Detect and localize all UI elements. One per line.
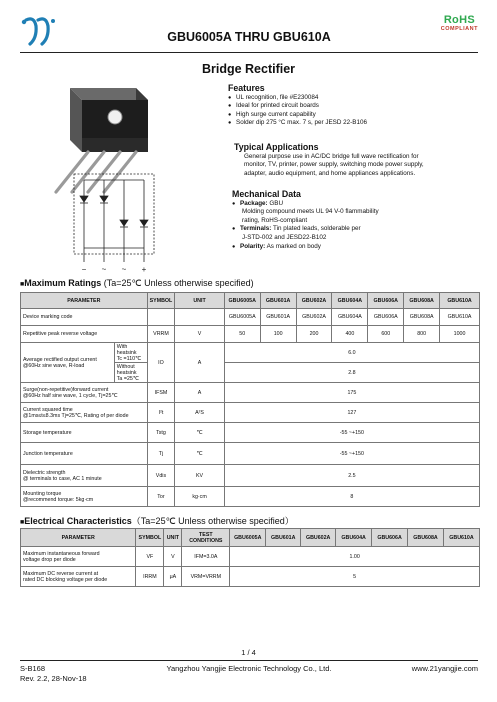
electrical-title [20, 514, 294, 527]
row-symbol: VF [136, 547, 164, 567]
applications-line: General purpose use in AC/DC bridge full wave rectification for [244, 152, 419, 160]
row-condition-line: Ta =25℃ [116, 375, 139, 382]
row-unit: A [175, 383, 224, 403]
max-ratings-heading: Maximum Ratings [24, 278, 102, 288]
col-header: GBU604A [336, 529, 372, 547]
table-header-row [21, 293, 480, 309]
vrrm-value: 600 [368, 326, 404, 343]
marking-code: GBU6005A [224, 309, 260, 326]
row-param-line: Surge(non-repetitive)forward current [23, 386, 109, 393]
marking-code: GBU601A [260, 309, 296, 326]
feature-item: ● Ideal for printed circuit boards [228, 102, 488, 111]
package-body-icon [70, 88, 148, 152]
row-param: Device marking code [21, 309, 148, 326]
max-ratings-table [20, 292, 480, 507]
table-row [21, 383, 480, 403]
marking-code: GBU602A [296, 309, 332, 326]
col-header: SYMBOL [147, 293, 175, 309]
row-param-line: @ terminals to case, AC 1 minute [23, 475, 102, 482]
vrrm-value: 50 [224, 326, 260, 343]
table-row [21, 443, 480, 465]
row-param [21, 547, 136, 567]
col-header: GBU6005A [224, 293, 260, 309]
revision: Rev. 2.2, 28-Nov-18 [20, 674, 87, 683]
electrical-table [20, 528, 480, 587]
electrical-square: ■ [20, 519, 25, 526]
col-header: GBU606A [368, 293, 404, 309]
row-param-line: Maximum DC reverse current at [23, 570, 99, 577]
col-header: UNIT [164, 529, 182, 547]
vdis-value: 2.5 [224, 465, 479, 487]
max-ratings-title [20, 278, 254, 289]
col-header: GBU608A [408, 529, 444, 547]
feature-item: ● Solder dip 275 °C max. 7 s, per JESD 22-B106 [228, 119, 488, 128]
row-symbol: I²t [147, 403, 175, 423]
io-value-no-heatsink: 2.8 [224, 363, 479, 383]
col-header: GBU601A [260, 293, 296, 309]
row-param: Repetitive peak reverse voltage [21, 326, 148, 343]
tor-value: 8 [224, 487, 479, 507]
i2t-value: 127 [224, 403, 479, 423]
pin-label-ac1: ~ [101, 265, 107, 274]
mech-polarity-value: As marked on body [266, 242, 321, 250]
table-row [21, 423, 480, 443]
col-header: TEST CONDITIONS [182, 529, 230, 547]
row-symbol: IRRM [136, 567, 164, 587]
mech-terminals-line: J-STD-002 and JESD22-B102 [242, 233, 327, 241]
page-header [20, 14, 478, 54]
row-condition-line: With heatsink [116, 343, 137, 356]
row-param-line: @60Hz half sine wave, 1 cycle, Tj=25℃ [23, 392, 118, 399]
feature-item: ● High surge current capability [228, 111, 488, 120]
row-param-line: Maximum instantaneous forward [23, 550, 100, 557]
applications-section [234, 143, 484, 178]
document-title: GBU6005A THRU GBU610A [167, 30, 331, 44]
max-ratings-square: ■ [20, 281, 25, 288]
electrical-condition: （Ta=25℃ Unless otherwise specified） [131, 516, 294, 526]
table-row [21, 465, 480, 487]
row-condition [114, 363, 147, 383]
mech-terminals [232, 225, 492, 234]
row-unit: ℃ [175, 423, 224, 443]
row-symbol: VRRM [147, 326, 175, 343]
mech-polarity-label: Polarity: [240, 242, 266, 250]
vf-value: 1.00 [230, 547, 480, 567]
features-title: Features [228, 83, 265, 93]
col-header: GBU601A [266, 529, 301, 547]
col-header: PARAMETER [21, 529, 136, 547]
header-divider [20, 52, 478, 53]
row-param-line: rated DC blocking voltage per diode [23, 576, 108, 583]
footer-divider [20, 660, 478, 661]
mechanical-data-section [232, 190, 492, 251]
mech-package-value: GBU [269, 199, 284, 207]
row-unit: A²S [175, 403, 224, 423]
table-row [21, 343, 480, 363]
row-unit: KV [175, 465, 224, 487]
website-link[interactable]: www.21yangjie.com [411, 664, 478, 673]
row-param-line: @recommend torque: 5kg·cm [23, 496, 94, 503]
mech-package-label: Package: [240, 199, 268, 207]
col-header: GBU608A [404, 293, 440, 309]
col-header: GBU606A [372, 529, 408, 547]
tstg-value: -55 ~+150 [224, 423, 479, 443]
page-number: 1 / 4 [241, 648, 256, 657]
io-value-heatsink: 6.0 [224, 343, 479, 363]
marking-code: GBU606A [368, 309, 404, 326]
col-header: GBU6005A [230, 529, 266, 547]
row-test-condition: IFM=3.0A [182, 547, 230, 567]
row-condition [114, 343, 147, 363]
row-condition-line: Without heatsink [116, 363, 137, 376]
features-section [228, 84, 488, 128]
electrical-heading: Electrical Characteristics [24, 516, 132, 526]
row-param [21, 567, 136, 587]
col-header: GBU604A [332, 293, 368, 309]
tj-value: -55 ~+150 [224, 443, 479, 465]
table-row [21, 403, 480, 423]
bridge-schematic-icon [74, 174, 154, 262]
product-illustration [40, 80, 190, 275]
applications-line: adapter, audio equipment, and home appliances applications. [244, 169, 416, 177]
col-header: GBU602A [296, 293, 332, 309]
col-header: SYMBOL [136, 529, 164, 547]
marking-code: GBU604A [332, 309, 368, 326]
vrrm-value: 200 [296, 326, 332, 343]
vrrm-value: 800 [404, 326, 440, 343]
mech-package-line: rating, RoHS-compliant [242, 216, 308, 224]
company-name: Yangzhou Yangjie Electronic Technology Co., Ltd. [166, 664, 332, 673]
pin-label-negative: − [81, 265, 87, 274]
vrrm-value: 100 [260, 326, 296, 343]
row-param-line: Average rectified output current [23, 356, 97, 363]
col-header: GBU602A [301, 529, 336, 547]
row-param [21, 487, 148, 507]
marking-code: GBU608A [404, 309, 440, 326]
applications-title: Typical Applications [234, 142, 319, 152]
max-ratings-condition: (Ta=25℃ Unless otherwise specified) [101, 278, 254, 288]
applications-line: monitor, TV, printer, power supply, switching mode power supply, [244, 161, 424, 169]
pin-label-positive: + [141, 265, 147, 274]
table-row [21, 309, 480, 326]
rohs-label: RoHS [443, 14, 475, 26]
row-symbol: IO [147, 343, 175, 383]
rohs-badge [441, 14, 478, 32]
row-unit: kg·cm [175, 487, 224, 507]
pin-label-ac2: ~ [121, 265, 127, 274]
row-unit: ℃ [175, 443, 224, 465]
vrrm-value: 1000 [440, 326, 480, 343]
row-symbol: Tstg [147, 423, 175, 443]
mech-package [232, 200, 492, 209]
table-row [21, 567, 480, 587]
mech-terminals-value: Tin plated leads, solderable per [273, 225, 361, 233]
row-unit: A [175, 343, 224, 383]
row-param [21, 403, 148, 423]
row-unit: V [164, 547, 182, 567]
row-param-line: @60Hz sine wave, R-load [23, 362, 85, 369]
col-header: GBU610A [443, 529, 479, 547]
col-header: UNIT [175, 293, 224, 309]
row-symbol: Tor [147, 487, 175, 507]
table-row [21, 487, 480, 507]
row-param: Junction temperature [21, 443, 148, 465]
table-header-row [21, 529, 480, 547]
row-test-condition: VRM=VRRM [182, 567, 230, 587]
row-param-line: Mounting torque [23, 490, 62, 497]
ifsm-value: 175 [224, 383, 479, 403]
table-row [21, 326, 480, 343]
feature-item: ● UL recognition, file #E230084 [228, 94, 488, 103]
mech-package-line: Molding compound meets UL 94 V-0 flammability [242, 208, 379, 216]
row-param-line: Dielectric strength [23, 469, 66, 476]
row-param: Storage temperature [21, 423, 148, 443]
row-symbol: Tj [147, 443, 175, 465]
row-param [21, 465, 148, 487]
doc-number: S-B168 [20, 664, 46, 673]
row-param-line: Current squared time [23, 406, 73, 413]
row-unit: V [175, 326, 224, 343]
mechanical-data-title: Mechanical Data [232, 189, 301, 199]
col-header: PARAMETER [21, 293, 148, 309]
document-subtitle: Bridge Rectifier [201, 62, 296, 76]
row-symbol: IFSM [147, 383, 175, 403]
row-param [21, 383, 148, 403]
row-param-line: voltage drop per diode [23, 556, 76, 563]
marking-code: GBU610A [440, 309, 480, 326]
col-header: GBU610A [440, 293, 480, 309]
mech-polarity [232, 243, 492, 252]
mech-terminals-label: Terminals: [240, 225, 272, 233]
row-condition-line: Tc =110℃ [116, 355, 142, 362]
row-symbol: Vdis [147, 465, 175, 487]
row-param-line: @1ms≤t≤8.3ms Tj=25℃, Rating of per diode [23, 412, 129, 419]
irrm-value: 5 [230, 567, 480, 587]
row-unit: μA [164, 567, 182, 587]
vrrm-value: 400 [332, 326, 368, 343]
rohs-compliant-label: COMPLIANT [440, 26, 478, 32]
table-row [21, 547, 480, 567]
row-param [21, 343, 115, 383]
